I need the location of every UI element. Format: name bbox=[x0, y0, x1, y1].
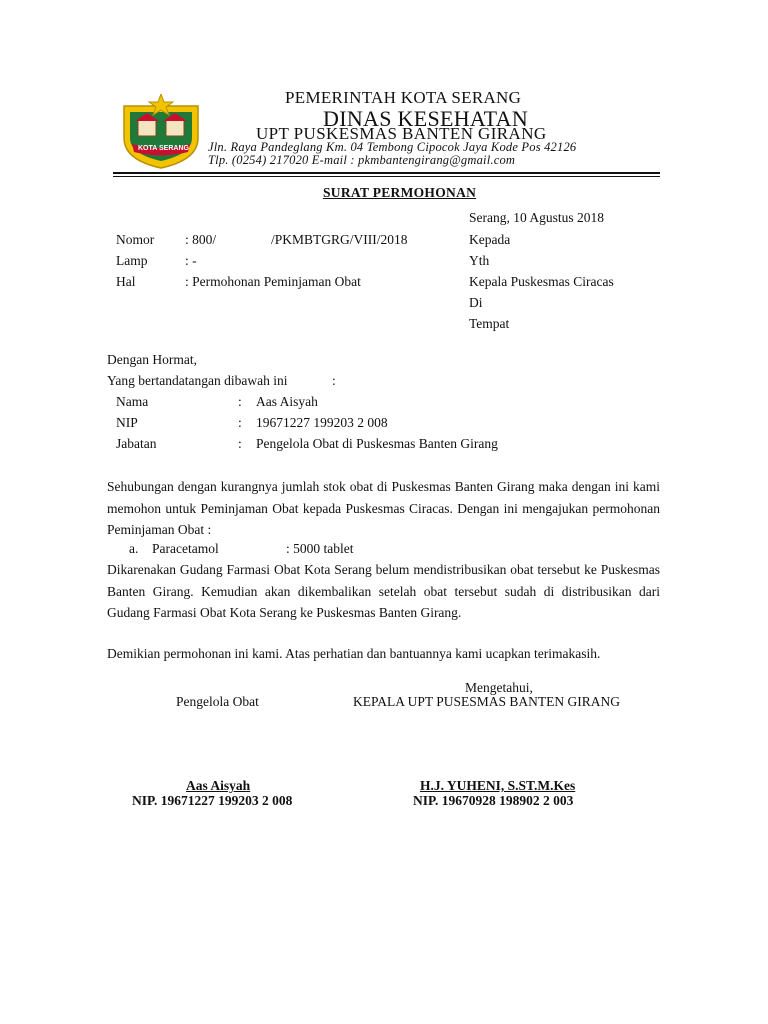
signer-nip-colon: : bbox=[238, 415, 242, 430]
lamp-value: : - bbox=[185, 253, 197, 268]
recipient-kepada: Kepada bbox=[469, 232, 511, 247]
nomor-label: Nomor bbox=[116, 232, 155, 247]
signer-name-colon: : bbox=[238, 394, 242, 409]
body-paragraph-2: Dikarenakan Gudang Farmasi Obat Kota Serang belum mendistribusikan obat tersebut ke Puskesmas Banten Girang. Kemudian akan dikembalikan setelah obat tersebut sudah di distribusikan dari Gudang Farmasi Obat Kota Serang ke Puskesmas Banten Girang. bbox=[107, 562, 660, 620]
left-signer-name: Aas Aisyah bbox=[186, 778, 251, 793]
letter-title: SURAT PERMOHONAN bbox=[323, 185, 477, 200]
kop-divider-thin bbox=[113, 176, 660, 177]
signer-nip-label: NIP bbox=[116, 415, 138, 430]
kop-government: PEMERINTAH KOTA SERANG bbox=[285, 88, 522, 107]
item-name: Paracetamol bbox=[152, 541, 219, 556]
recipient-place: Tempat bbox=[469, 316, 510, 331]
signer-nip-value: 19671227 199203 2 008 bbox=[256, 415, 388, 430]
left-signer-nip: NIP. 19671227 199203 2 008 bbox=[132, 793, 293, 808]
kop-divider bbox=[113, 172, 660, 174]
recipient-di: Di bbox=[469, 295, 483, 310]
date-line: Serang, 10 Agustus 2018 bbox=[469, 210, 604, 225]
kop-contact: Tlp. (0254) 217020 E-mail : pkmbantengirang@gmail.com bbox=[208, 153, 516, 167]
signer-name-label: Nama bbox=[116, 394, 149, 409]
hal-label: Hal bbox=[116, 274, 136, 289]
nomor-value: : 800/ bbox=[185, 232, 217, 247]
signer-name-value: Aas Aisyah bbox=[256, 394, 318, 409]
closing-sentence: Demikian permohonan ini kami. Atas perhatian dan bantuannya kami ucapkan terimakasih. bbox=[107, 646, 601, 661]
item-marker: a. bbox=[129, 541, 139, 556]
body-paragraph-1: Sehubungan dengan kurangnya jumlah stok obat di Puskesmas Banten Girang maka dengan ini kami memohon untuk Peminjaman Obat kepada Puskesmas Ciracas. Dengan ini mengajukan permohonan Peminjaman Obat : bbox=[107, 479, 660, 537]
hal-value: : Permohonan Peminjaman Obat bbox=[185, 274, 361, 289]
greeting: Dengan Hormat, bbox=[107, 352, 197, 367]
recipient-yth: Yth bbox=[469, 253, 490, 268]
kop-unit: UPT PUSKESMAS BANTEN GIRANG bbox=[256, 124, 547, 143]
recipient-name: Kepala Puskesmas Ciracas bbox=[469, 274, 614, 289]
left-signer-role: Pengelola Obat bbox=[176, 694, 259, 709]
kota-serang-logo bbox=[118, 94, 204, 170]
signer-position-colon: : bbox=[238, 436, 242, 451]
signer-intro: Yang bertandatangan dibawah ini bbox=[107, 373, 288, 388]
kop-address: Jln. Raya Pandeglang Km. 04 Tembong Cipocok Jaya Kode Pos 42126 bbox=[208, 140, 577, 154]
right-signer-nip: NIP. 19670928 198902 2 003 bbox=[413, 793, 574, 808]
item-quantity: : 5000 tablet bbox=[286, 541, 354, 556]
signer-position-value: Pengelola Obat di Puskesmas Banten Girang bbox=[256, 436, 498, 451]
kop-agency: DINAS KESEHATAN bbox=[323, 106, 529, 131]
nomor-code: /PKMBTGRG/VIII/2018 bbox=[271, 232, 408, 247]
right-signer-role: KEPALA UPT PUSESMAS BANTEN GIRANG bbox=[353, 694, 621, 709]
acknowledged-label: Mengetahui, bbox=[465, 680, 533, 695]
right-signer-name: H.J. YUHENI, S.ST.M.Kes bbox=[420, 778, 576, 793]
signer-intro-colon: : bbox=[332, 373, 336, 388]
lamp-label: Lamp bbox=[116, 253, 148, 268]
logo-text: KOTA SERANG bbox=[138, 145, 189, 152]
signer-position-label: Jabatan bbox=[116, 436, 157, 451]
